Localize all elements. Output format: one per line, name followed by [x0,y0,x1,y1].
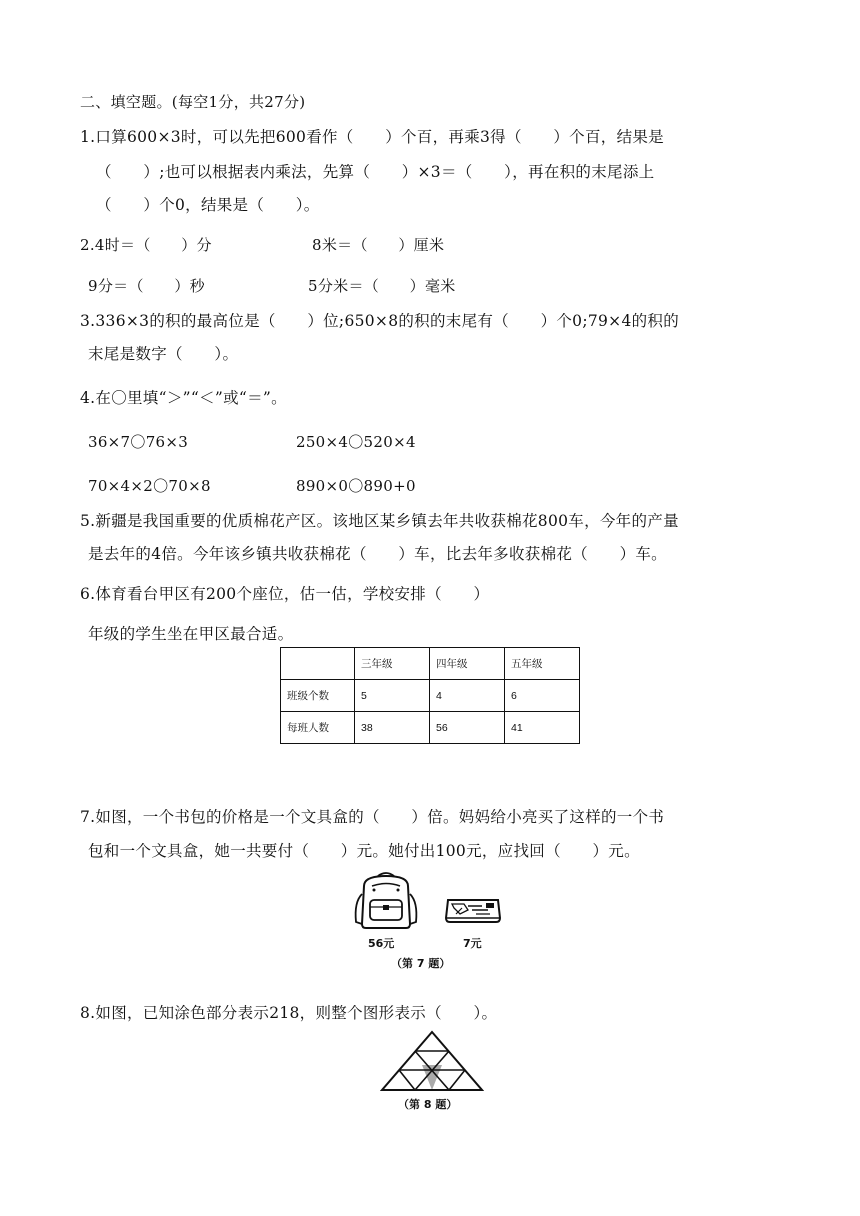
table-cell: 每班人数 [281,712,355,744]
q8-figure-caption: （第 8 题） [398,1098,458,1111]
q3-line1: 3.336×3的积的最高位是（ ）位;650×8的积的末尾有（ ）个0;79×4的积的 [80,312,680,330]
q4-compare-c: 70×4×2〇70×8 [88,477,211,495]
section-title: 二、填空题。(每空1分，共27分) [80,93,306,111]
table-row [281,712,580,744]
q2-hours-to-minutes: 2.4时＝（ ）分 [80,236,212,254]
q3-line2: 末尾是数字（ ）。 [88,345,239,363]
table-cell: 5 [355,680,430,712]
q1-line2: （ ）;也可以根据表内乘法，先算（ ）×3＝（ ），再在积的末尾添上 [96,163,655,181]
q4-compare-d: 890×0〇890+0 [296,477,416,495]
q2-minutes-to-seconds: 9分＝（ ）秒 [88,277,205,295]
q5-line1: 5.新疆是我国重要的优质棉花产区。该地区某乡镇去年共收获棉花800车，今年的产量 [80,512,679,530]
q7-figure-caption: （第 7 题） [391,957,451,970]
q4-prompt: 4.在〇里填“＞”“＜”或“＝”。 [80,389,287,407]
table-cell: 班级个数 [281,680,355,712]
table-header-cell: 四年级 [430,648,505,680]
triangle-figure [380,1030,484,1092]
q6-line1: 6.体育看台甲区有200个座位，估一估，学校安排（ ） [80,585,490,603]
q7-line2: 包和一个文具盒，她一共要付（ ）元。她付出100元，应找回（ ）元。 [88,842,640,860]
q2-meters-to-cm: 8米＝（ ）厘米 [312,236,445,254]
table-cell: 6 [505,680,580,712]
q2-dm-to-mm: 5分米＝（ ）毫米 [308,277,456,295]
table-cell: 38 [355,712,430,744]
q8-line1: 8.如图，已知涂色部分表示218，则整个图形表示（ ）。 [80,1004,498,1022]
q5-line2: 是去年的4倍。今年该乡镇共收获棉花（ ）车，比去年多收获棉花（ ）车。 [88,545,667,563]
q1-line1: 1.口算600×3时，可以先把600看作（ ）个百，再乘3得（ ）个百，结果是 [80,128,664,146]
table-row [281,680,580,712]
q6-line2: 年级的学生坐在甲区最合适。 [88,625,294,643]
table-cell: 4 [430,680,505,712]
table-header-row [281,648,580,680]
backpack-icon [350,872,422,932]
pencil-case-icon [442,894,504,926]
q4-compare-b: 250×4〇520×4 [296,433,416,451]
table-header-cell: 三年级 [355,648,430,680]
table-cell: 56 [430,712,505,744]
table-header-cell [281,648,355,680]
q1-line3: （ ）个0，结果是（ ）。 [96,196,320,214]
q4-compare-a: 36×7〇76×3 [88,433,189,451]
q7-line1: 7.如图，一个书包的价格是一个文具盒的（ ）倍。妈妈给小亮买了这样的一个书 [80,808,665,826]
pencil-case-price: 7元 [463,937,482,950]
grade-table [280,647,580,744]
table-header-cell: 五年级 [505,648,580,680]
table-cell: 41 [505,712,580,744]
backpack-price: 56元 [368,937,395,950]
